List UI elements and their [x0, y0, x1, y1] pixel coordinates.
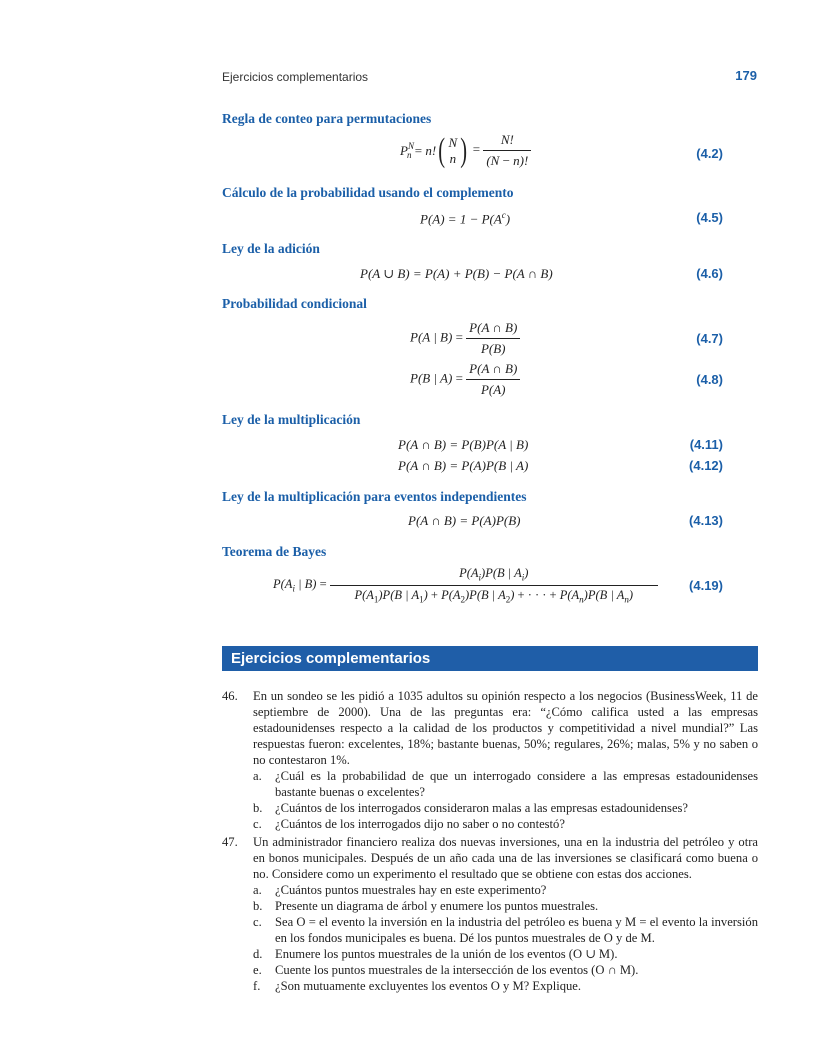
equation-number-4-12: (4.12)	[689, 458, 723, 473]
section-title-multiplicacion: Ley de la multiplicación	[222, 412, 361, 427]
section-title-condicional: Probabilidad condicional	[222, 296, 367, 311]
formula-multiplicacion-2: P(A ∩ B) = P(A)P(B | A)	[398, 458, 529, 473]
section-title-complemento: Cálculo de la probabilidad usando el complemento	[222, 185, 514, 200]
equation-number-4-19: (4.19)	[689, 578, 723, 593]
equation-number-4-6: (4.6)	[696, 266, 723, 281]
list-item: a. ¿Cuántos puntos muestrales hay en este experimento?	[253, 883, 547, 897]
exercise-text: Un administrador financiero realiza dos nuevas inversiones, una en la industria del petróleo y otra en bonos municipales. Después de un año cada una de las inversiones se clasificará como buena o no. Considere como un experimento el resultado que se obtiene con estas dos acciones.	[253, 835, 758, 881]
formula-multiplicacion-1: P(A ∩ B) = P(B)P(A | B)	[398, 437, 529, 452]
equation-number-4-5: (4.5)	[696, 210, 723, 225]
list-item: b. ¿Cuántos de los interrogados consideraron malas a las empresas estadounidenses?	[253, 801, 689, 815]
equation-number-4-2: (4.2)	[696, 146, 723, 161]
equation-number-4-8: (4.8)	[696, 372, 723, 387]
exercise-text: En un sondeo se les pidió a 1035 adultos su opinión respecto a los negocios (BusinessWeek, 11 de septiembre de 2000). Una de las preguntas era: “¿Cómo califica usted a las empresas estadounidenses respecto a la calidad de los productos y competitividad a nivel mundial?” Las respuestas fueron: excelentes, 18%; bastante buenas, 50%; regulares, 26%; malas, 5% y no saben o no contestaron 1%.	[253, 689, 758, 767]
formula-adicion: P(A ∪ B) = P(A) + P(B) − P(A ∩ B)	[360, 266, 553, 281]
equation-number-4-7: (4.7)	[696, 331, 723, 346]
exercise-46	[222, 688, 758, 832]
list-item: c. ¿Cuántos de los interrogados dijo no saber o no contestó?	[253, 817, 565, 831]
formula-permutaciones: $P^N_n = n$!( N n ) = $\frac{N!}{(N - n)!}$	[400, 132, 531, 169]
exercise-number: 46.	[222, 689, 238, 703]
section-title-adicion: Ley de la adición	[222, 241, 320, 256]
equation-number-4-13: (4.13)	[689, 513, 723, 528]
running-title: Ejercicios complementarios	[222, 70, 369, 84]
list-item: d. Enumere los puntos muestrales de la unión de los eventos (O ∪ M).	[253, 947, 618, 961]
list-item: b. Presente un diagrama de árbol y enumere los puntos muestrales.	[253, 899, 599, 913]
list-item: e. Cuente los puntos muestrales de la intersección de los eventos (O ∩ M).	[253, 963, 639, 977]
list-item: a. ¿Cuál es la probabilidad de que un interrogado considere a las empresas estadounidenses bastante buenas o excelentes?	[253, 769, 758, 799]
formula-condicional-b-dado-a: P(B | A) = $\frac{P(A \cap B)}{P(A)}$	[410, 361, 520, 398]
formula-bayes: $P(A_i$ | B) = $\frac{P(A_i)P(B | A_i)}{P(A_1)P(B | A_1) + P(A_2)P(B | A_2) + \cdot \cdot \cdot + P(A_n)P(B | A_n)}$	[273, 566, 658, 604]
page-number: 179	[735, 68, 757, 83]
exercise-number: 47.	[222, 835, 238, 849]
list-item: c. Sea O = el evento la inversión en la industria del petróleo es buena y M = el evento la inversión en los fondos municipales es buena. Dé los puntos muestrales de O y de M.	[253, 915, 758, 945]
formula-condicional-a-dado-b: P(A | B) = $\frac{P(A \cap B)}{P(B)}$	[410, 320, 520, 357]
list-item: f. ¿Son mutuamente excluyentes los eventos O y M? Explique.	[253, 979, 582, 993]
exercise-47	[222, 834, 758, 994]
section-banner: Ejercicios complementarios	[222, 646, 758, 671]
formula-independientes: P(A ∩ B) = P(A)P(B)	[408, 513, 521, 528]
equation-number-4-11: (4.11)	[689, 437, 723, 452]
section-title-bayes: Teorema de Bayes	[222, 544, 327, 559]
formula-complemento: $P(A) = 1 - P(A^c)$	[420, 210, 511, 227]
section-title-independientes: Ley de la multiplicación para eventos independientes	[222, 489, 527, 504]
section-title-permutaciones: Regla de conteo para permutaciones	[222, 111, 432, 126]
